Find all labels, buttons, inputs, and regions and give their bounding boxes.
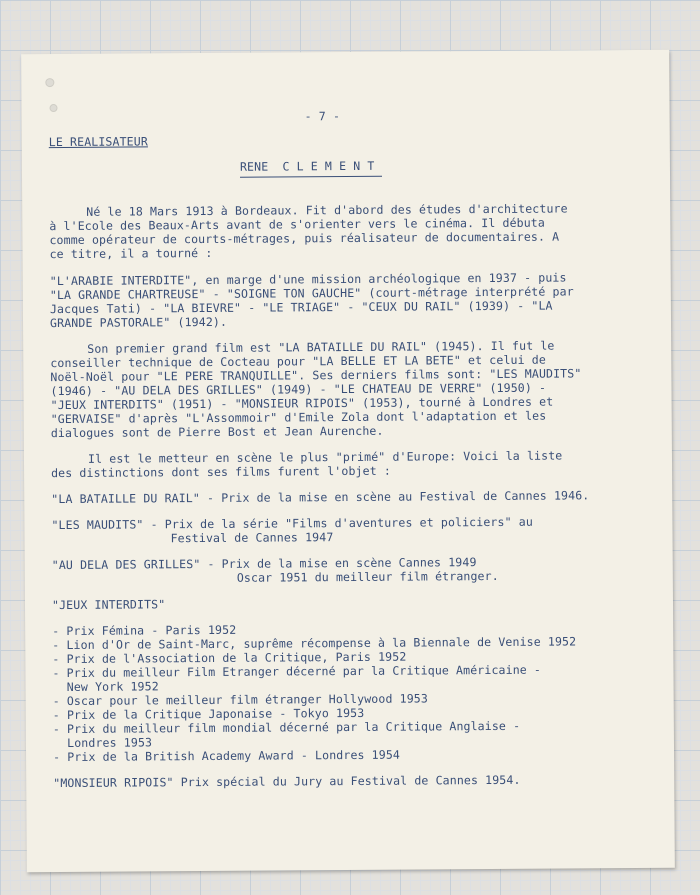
jeux-award-item: - Prix de la Critique Japonaise - Tokyo 1953 xyxy=(52,705,365,723)
jeux-award-item: New York 1952 xyxy=(52,679,159,695)
career-line: Son premier grand film est "LA BATAILLE DU RAIL" (1945). Il fut le xyxy=(87,338,555,356)
award-au-dela-des-grilles: "AU DELA DES GRILLES" - Prix de la mise en scène Cannes 1949 xyxy=(51,555,477,573)
award-au-dela-des-grilles-cont: Oscar 1951 du meilleur film étranger. xyxy=(236,568,499,585)
award-monsieur-ripois: "MONSIEUR RIPOIS" Prix spécial du Jury au Festival de Cannes 1954. xyxy=(53,772,521,791)
career-line: conseiller technique de Cocteau pour "LA BELLE ET LA BETE" et celui de xyxy=(50,352,546,371)
typed-document-page xyxy=(21,50,675,873)
awards-intro-line: des distinctions dont ses films furent l'objet : xyxy=(51,463,391,481)
career-line: "GERVAISE" d'après "L'Assommoir" d'Emile Zola dont l'adaptation et les xyxy=(50,408,547,427)
career-line: Noël-Noël pour "LE PERE TRANQUILLE". Ses derniers films sont: "LES MAUDITS" xyxy=(50,366,582,385)
early-films-line: "LA GRANDE CHARTREUSE" - "SOIGNE TON GAUCHE" (court-métrage interprété par xyxy=(49,284,574,303)
career-line: "JEUX INTERDITS" (1951) - "MONSIEUR RIPOIS" (1953), tourné à Londres et xyxy=(50,394,554,413)
director-name: RENE C L E M E N T xyxy=(239,158,375,174)
jeux-award-item: - Prix du meilleur Film Etranger décerné par la Critique Américaine - xyxy=(52,662,542,681)
jeux-award-item: - Prix de la British Academy Award - Londres 1954 xyxy=(53,747,401,765)
career-line: (1946) - "AU DELA DES GRILLES" (1949) - "LE CHATEAU DE VERRE" (1950) - xyxy=(50,380,547,399)
jeux-award-item: Londres 1953 xyxy=(52,735,153,751)
award-bataille-du-rail: "LA BATAILLE DU RAIL" - Prix de la mise en scène au Festival de Cannes 1946. xyxy=(51,488,590,507)
awards-intro-line: Il est le metteur en scène le plus "primé" d'Europe: Voici la liste xyxy=(87,448,563,466)
intro-line: à l'Ecole des Beaux-Arts avant de s'orienter vers le cinéma. Il débuta xyxy=(49,215,545,234)
section-heading: LE REALISATEUR xyxy=(48,134,148,150)
intro-line: comme opérateur de courts-métrages, puis réalisateur de documentaires. A xyxy=(49,229,560,248)
punch-hole xyxy=(45,78,54,87)
page-number: - 7 - xyxy=(304,109,341,124)
early-films-line: Jacques Tati) - "LA BIEVRE" - "LE TRIAGE" - "CEUX DU RAIL" (1939) - "LA xyxy=(49,298,553,317)
jeux-award-item: - Prix de l'Association de la Critique, Paris 1952 xyxy=(52,649,407,667)
early-films-line: GRANDE PASTORALE" (1942). xyxy=(49,314,228,331)
jeux-award-item: - Prix Fémina - Paris 1952 xyxy=(52,622,237,639)
jeux-award-item: - Prix du meilleur film mondial décerné par la Critique Anglaise - xyxy=(52,718,521,737)
jeux-award-item: - Lion d'Or de Saint-Marc, suprême récompense à la Biennale de Venise 1952 xyxy=(52,634,577,653)
jeux-interdits-heading: "JEUX INTERDITS" xyxy=(51,597,166,613)
early-films-line: "L'ARABIE INTERDITE", en marge d'une mission archéologique en 1937 - puis xyxy=(49,270,567,289)
career-line: dialogues sont de Pierre Bost et Jean Aurenche. xyxy=(50,423,384,441)
intro-line: Né le 18 Mars 1913 à Bordeaux. Fit d'abord des études d'architecture xyxy=(86,201,568,219)
award-les-maudits: "LES MAUDITS" - Prix de la série "Films d'aventures et policiers" au xyxy=(51,514,533,533)
intro-line: ce titre, il a tourné : xyxy=(49,245,213,262)
punch-hole xyxy=(50,104,58,112)
jeux-award-item: - Oscar pour le meilleur film étranger Hollywood 1953 xyxy=(52,691,428,709)
title-underline xyxy=(240,176,382,178)
award-les-maudits-cont: Festival de Cannes 1947 xyxy=(170,530,334,546)
